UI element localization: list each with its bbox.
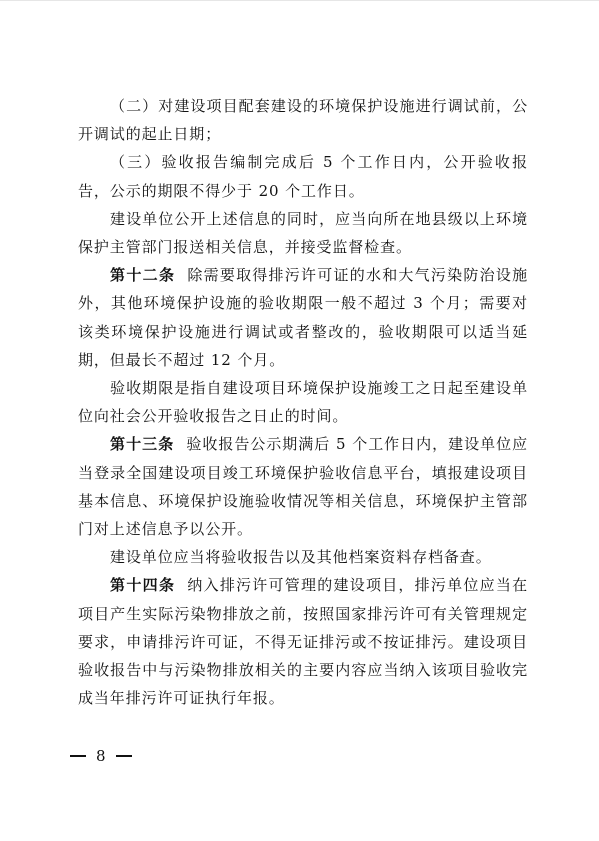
paragraph-text: 建设单位公开上述信息的同时，应当向所在地县级以上环境保护主管部门报送相关信息，并接受监督检查。	[78, 209, 528, 257]
paragraph-reporting	[78, 205, 528, 261]
article-heading: 第十三条	[110, 435, 175, 454]
paragraph-text: 除需要取得排污许可证的水和大气污染防治设施外，其他环境保护设施的验收期限一般不超过 3 个月；需要对该类环境保护设施进行调试或者整改的，验收期限可以适当延期，但最长不超过 12 个月。	[78, 266, 528, 369]
paragraph-text: （三）验收报告编制完成后 5 个工作日内，公开验收报告，公示的期限不得少于 20 个工作日。	[78, 153, 528, 200]
paragraph-3	[78, 148, 528, 204]
article-heading: 第十四条	[110, 576, 176, 595]
paragraph-2	[78, 92, 528, 148]
paragraph-text: 建设单位应当将验收报告以及其他档案资料存档备查。	[110, 548, 492, 567]
paragraph-text: 验收报告公示期满后 5 个工作日内，建设单位应当登录全国建设项目竣工环境保护验收信息平台，填报建设项目基本信息、环境保护设施验收情况等相关信息，环境保护主管部门对上述信息予以公开。	[78, 435, 528, 539]
document-body	[78, 92, 528, 712]
article-13	[78, 430, 528, 543]
dash-left	[70, 755, 86, 757]
article-12	[78, 261, 528, 374]
page-number: 8	[96, 747, 106, 765]
paragraph-text: 纳入排污许可管理的建设项目，排污单位应当在项目产生实际污染物排放之前，按照国家排污许可有关管理规定要求，申请排污许可证，不得无证排污或不按证排污。建设项目验收报告中与污染物排放相关的主要内容应当纳入该项目验收完成当年排污许可证执行年报。	[78, 576, 528, 708]
paragraph-text: 验收期限是指自建设项目环境保护设施竣工之日起至建设单位向社会公开验收报告之日止的时间。	[78, 379, 528, 426]
paragraph-period-definition	[78, 374, 528, 430]
article-heading: 第十二条	[110, 266, 176, 285]
article-14	[78, 571, 528, 712]
paragraph-text: （二）对建设项目配套建设的环境保护设施进行调试前，公开调试的起止日期；	[78, 97, 528, 144]
page-footer	[70, 746, 132, 766]
paragraph-archive	[78, 543, 528, 571]
dash-right	[116, 755, 132, 757]
